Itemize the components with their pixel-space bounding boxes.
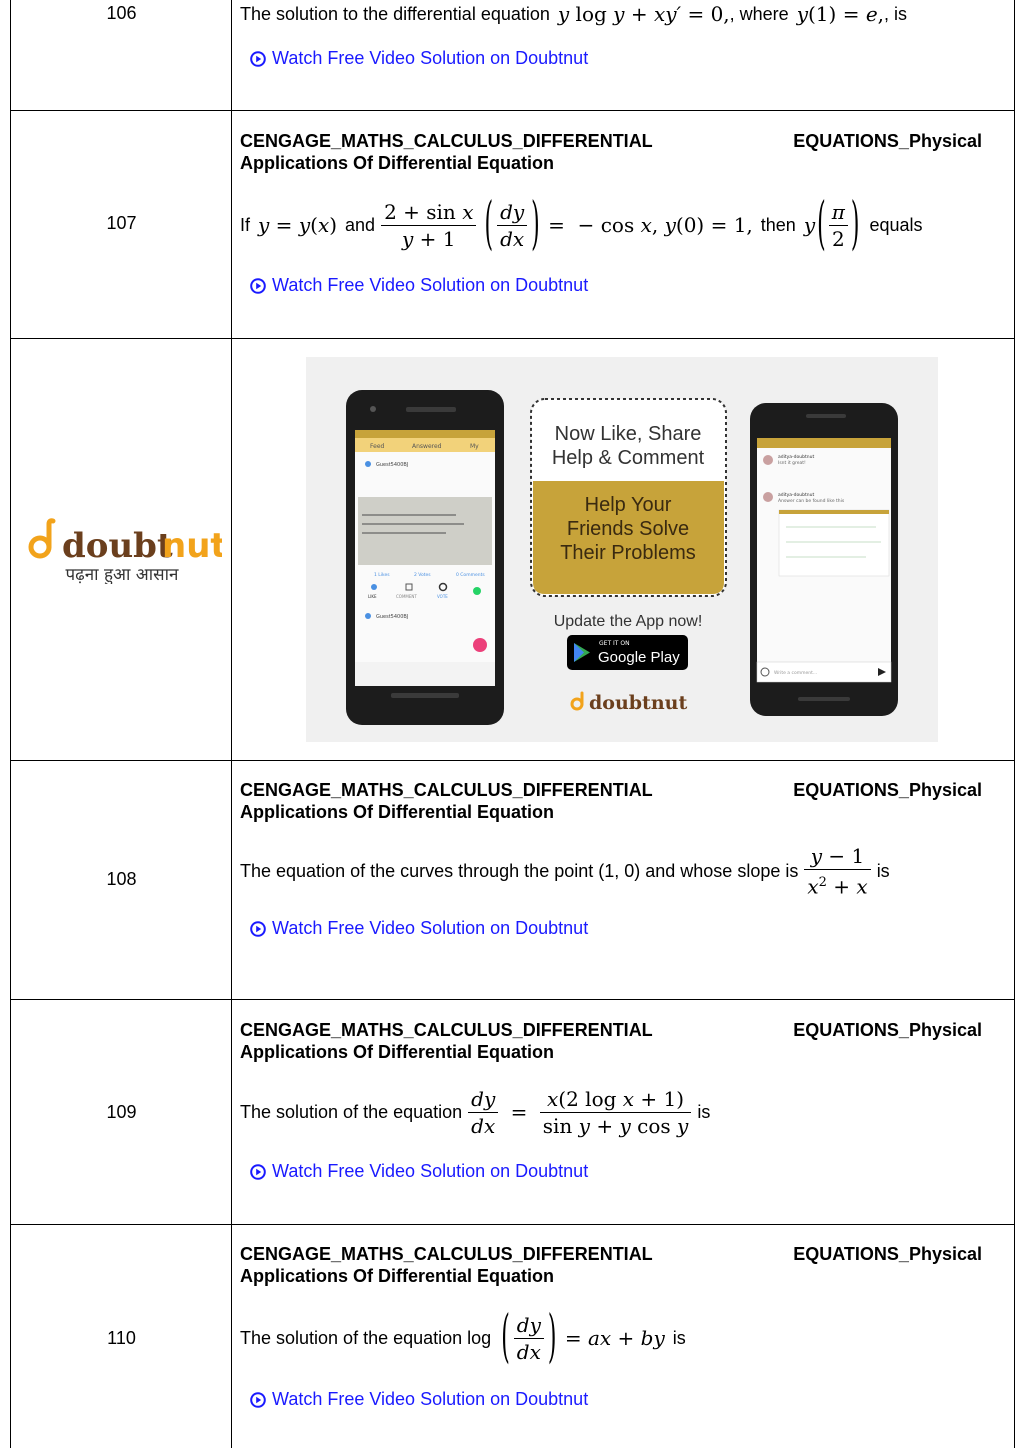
question-text-part: is <box>672 1327 686 1348</box>
svg-text:Friends Solve: Friends Solve <box>566 518 690 540</box>
svg-text:Now Like, Share: Now Like, Share <box>554 423 702 445</box>
svg-text:nut: nut <box>162 526 222 566</box>
svg-text:Feed: Feed <box>370 443 385 450</box>
category-left: CENGAGE_MATHS_CALCULUS_DIFFERENTIAL <box>240 131 653 151</box>
app-promo-banner[interactable] <box>306 357 938 742</box>
svg-text:Isnt it great!: Isnt it great! <box>778 461 806 466</box>
svg-text:Guest5400BJ: Guest5400BJ <box>376 614 409 620</box>
category-right: EQUATIONS_Physical <box>793 780 982 800</box>
watch-video-link[interactable] <box>250 1161 588 1182</box>
svg-text:LIKE: LIKE <box>368 594 377 599</box>
math-expression: y <box>557 2 570 26</box>
question-text-part: The equation of the curves through the point (1, 0) and whose slope is <box>240 860 799 881</box>
svg-text:Google Play: Google Play <box>598 649 680 666</box>
category-line-2: Applications Of Differential Equation <box>240 1266 555 1286</box>
math-fraction: $\frac{dy}{dx}$ <box>497 199 527 252</box>
svg-text:aditya-doubtnut: aditya-doubtnut <box>778 455 815 460</box>
number-cell <box>11 111 232 338</box>
category-left: CENGAGE_MATHS_CALCULUS_DIFFERENTIAL <box>240 1020 653 1040</box>
svg-text:aditya-doubtnut: aditya-doubtnut <box>778 493 815 498</box>
svg-text:Update the App now!: Update the App now! <box>553 613 703 630</box>
question-text-part: The solution to the differential equation <box>240 3 550 24</box>
question-text-part: , is <box>884 3 908 24</box>
svg-text:Help & Comment: Help & Comment <box>551 447 705 469</box>
number-cell <box>11 0 232 110</box>
question-text-part: The solution of the equation log <box>240 1327 492 1348</box>
play-circle-icon <box>250 51 266 67</box>
math-fraction: $\frac{\pi}{2}$ <box>829 199 848 252</box>
number-cell <box>11 1000 232 1224</box>
question-text-part: equals <box>869 214 923 235</box>
number-cell <box>11 1225 232 1448</box>
category-label <box>240 1019 982 1063</box>
category-line-2: Applications Of Differential Equation <box>240 1042 555 1062</box>
number-cell <box>11 761 232 999</box>
play-circle-icon <box>250 1164 266 1180</box>
play-circle-icon <box>250 278 266 294</box>
question-text: The solution of the equation log ( $\frac{dy}{dx}$ ) = ax + by is <box>240 1305 686 1371</box>
question-text <box>240 842 890 900</box>
svg-text:1 Likes: 1 Likes <box>374 573 390 578</box>
question-number: 110 <box>107 1328 136 1348</box>
question-text-part: is <box>876 860 890 881</box>
doubtnut-logo-graphic <box>22 512 222 584</box>
play-circle-icon <box>250 1392 266 1408</box>
question-number: 107 <box>106 213 137 233</box>
question-text: The solution of the equation $\frac{dy}{dx}$ = $\frac{\text{x(2 log x + 1)}}{\text{sin y + y cos y}}$ is <box>240 1086 711 1138</box>
watch-video-label[interactable]: Watch Free Video Solution on Doubtnut <box>272 48 589 68</box>
svg-text:Their Problems: Their Problems <box>560 542 696 564</box>
svg-text:2 Votes: 2 Votes <box>414 573 431 578</box>
svg-text:VOTE: VOTE <box>437 594 448 599</box>
watch-video-link[interactable] <box>250 918 588 939</box>
watch-video-label[interactable]: Watch Free Video Solution on Doubtnut <box>272 1389 589 1409</box>
question-text-part: If <box>240 214 251 235</box>
question-text: The solution to the differential equation y log y + xy′ = 0, , where y (1) = e , , is <box>240 2 908 26</box>
question-text-part: and <box>345 214 376 235</box>
category-right: EQUATIONS_Physical <box>793 1244 982 1264</box>
category-label <box>240 1243 982 1287</box>
question-text-part: is <box>697 1101 711 1122</box>
category-label <box>240 779 982 823</box>
question-text-part: then <box>760 214 796 235</box>
question-number: 106 <box>106 3 137 23</box>
category-line-2: Applications Of Differential Equation <box>240 153 555 173</box>
app-promo-graphic <box>306 357 938 742</box>
watch-video-label[interactable]: Watch Free Video Solution on Doubtnut <box>272 275 589 295</box>
svg-text:Help Your: Help Your <box>584 494 672 516</box>
svg-text:doubtnut: doubtnut <box>589 692 688 714</box>
category-label <box>240 130 982 174</box>
svg-text:doubt: doubt <box>62 526 173 566</box>
svg-text:Answer can be found like this: Answer can be found like this <box>778 499 845 504</box>
math-fraction: $\frac{dy}{dx}$ <box>514 1312 544 1365</box>
category-left: CENGAGE_MATHS_CALCULUS_DIFFERENTIAL <box>240 780 653 800</box>
category-right: EQUATIONS_Physical <box>793 1020 982 1040</box>
category-right: EQUATIONS_Physical <box>793 131 982 151</box>
watch-video-link[interactable] <box>250 275 588 296</box>
question-number: 108 <box>106 869 137 889</box>
watch-video-label[interactable]: Watch Free Video Solution on Doubtnut <box>272 1161 589 1181</box>
question-text-part: , where <box>729 3 789 24</box>
category-line-2: Applications Of Differential Equation <box>240 802 555 822</box>
category-left: CENGAGE_MATHS_CALCULUS_DIFFERENTIAL <box>240 1244 653 1264</box>
svg-text:GET IT ON: GET IT ON <box>599 640 630 647</box>
math-fraction: $\frac{y - 1}{x^2 + x}$ <box>804 843 870 900</box>
svg-text:Answered: Answered <box>412 443 442 450</box>
watch-video-link[interactable] <box>250 1389 588 1410</box>
svg-text:0 Comments: 0 Comments <box>456 573 485 578</box>
question-text: If y = y ( x ) and $\frac{\text{2 + sin x}}{y + 1}$ ( $\frac{dy}{dx}$ ) = − cos x , y (0) = 1, then y ( $\frac{\pi}{2}$ ) equals <box>240 192 923 258</box>
question-text-part: The solution of the equation <box>240 1101 463 1122</box>
svg-text:COMMENT: COMMENT <box>396 594 417 599</box>
doubtnut-logo <box>22 512 222 589</box>
math-fraction: $\frac{\text{2 + sin x}}{y + 1}$ <box>381 199 476 252</box>
watch-video-link[interactable] <box>250 48 588 69</box>
math-fraction: $\frac{\text{x(2 log x + 1)}}{\text{sin y + y cos y}}$ <box>540 1086 692 1139</box>
svg-text:My: My <box>470 443 479 450</box>
svg-text:पढ़ना हुआ आसान: पढ़ना हुआ आसान <box>65 565 179 584</box>
math-fraction: $\frac{dy}{dx}$ <box>468 1086 498 1139</box>
watch-video-label[interactable]: Watch Free Video Solution on Doubtnut <box>272 918 589 938</box>
svg-text:Write a comment...: Write a comment... <box>774 671 818 676</box>
question-number: 109 <box>106 1102 137 1122</box>
svg-text:Guest5400BJ: Guest5400BJ <box>376 462 409 468</box>
play-circle-icon <box>250 921 266 937</box>
